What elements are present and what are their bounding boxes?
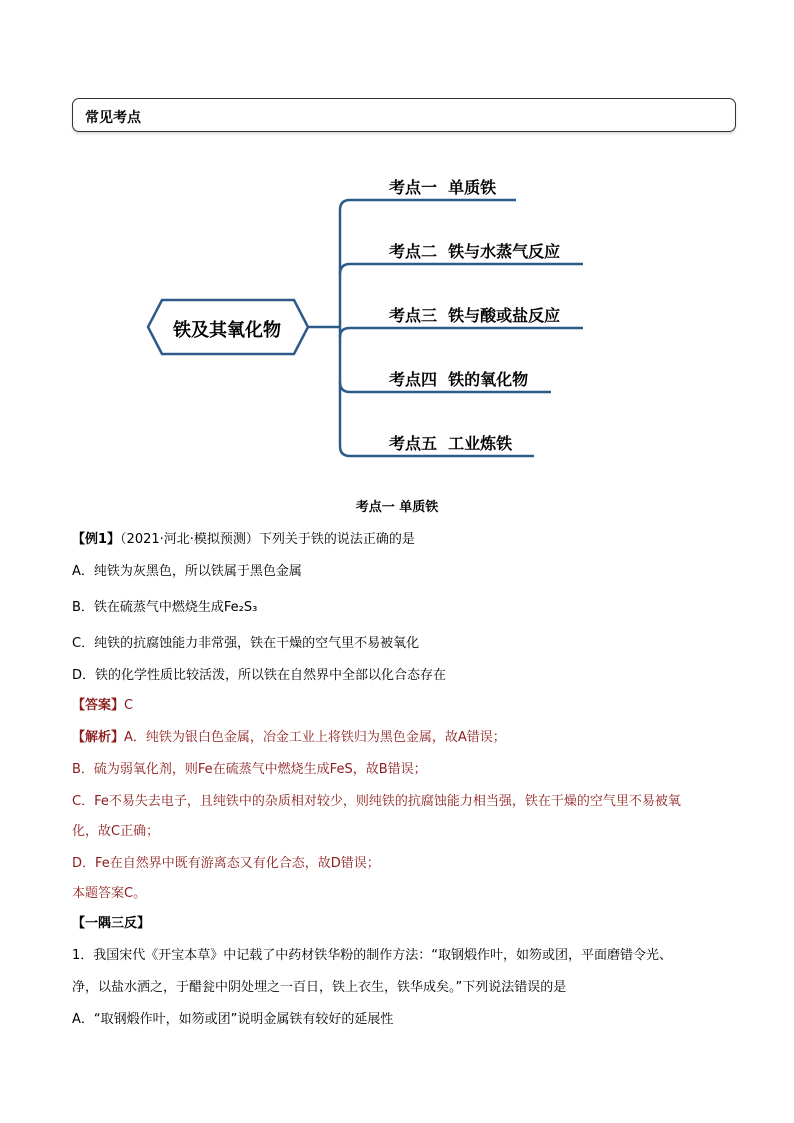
practice-q1-line1: 1．我国宋代《开宝本草》中记载了中药材铁华粉的制作方法：“取钢煅作叶，如笏或团，平面磨错令光、 xyxy=(72,948,673,963)
analysis-line-c2: 化，故C正确； xyxy=(72,824,160,839)
mindmap-branch-2: 考点二 铁与水蒸气反应 xyxy=(389,242,561,261)
mindmap-branch-5: 考点五 工业炼铁 xyxy=(389,434,513,453)
answer-value: C xyxy=(124,698,134,713)
section-title: 考点一 单质铁 xyxy=(355,500,439,515)
example-heading xyxy=(72,528,415,547)
option-a: A．纯铁为灰黑色，所以铁属于黑色金属 xyxy=(72,564,302,579)
practice-q1-option-a: A．“取钢煅作叶，如笏或团”说明金属铁有较好的延展性 xyxy=(72,1012,394,1027)
option-b: B．铁在硫蒸气中燃烧生成Fe₂S₃ xyxy=(72,600,258,615)
answer-label: 【答案】 xyxy=(72,698,125,713)
example-label: 【例1】 xyxy=(72,532,121,547)
option-d: D．铁的化学性质比较活泼，所以铁在自然界中全部以化合态存在 xyxy=(72,668,447,683)
analysis-line-a xyxy=(72,726,506,745)
example-source: （2021·河北·模拟预测）下列关于铁的说法正确的是 xyxy=(120,532,415,547)
analysis-line-c1: C．Fe不易失去电子，且纯铁中的杂质相对较少，则纯铁的抗腐蚀能力相当强，铁在干燥的空气里不易被氧 xyxy=(72,794,681,809)
header-box-title: 常见考点 xyxy=(85,110,141,126)
mindmap-branch-3: 考点三 铁与酸或盐反应 xyxy=(389,306,561,325)
analysis-line-b: B．硫为弱氧化剂，则Fe在硫蒸气中燃烧生成FeS，故B错误； xyxy=(72,762,427,777)
mindmap-branch-1: 考点一 单质铁 xyxy=(389,178,497,197)
mindmap-center-label: 铁及其氧化物 xyxy=(173,320,281,341)
practice-q1-line2: 净，以盐水洒之，于醋瓮中阴处埋之一百日，铁上衣生，铁华成矣。”下列说法错误的是 xyxy=(72,980,567,995)
mindmap-branch-4: 考点四 铁的氧化物 xyxy=(389,370,529,389)
option-c: C．纯铁的抗腐蚀能力非常强，铁在干燥的空气里不易被氧化 xyxy=(72,636,420,651)
branch-underline-3 xyxy=(340,328,583,337)
analysis-text-a: A．纯铁为银白色金属，冶金工业上将铁归为黑色金属，故A错误； xyxy=(124,730,506,745)
answer-line xyxy=(72,694,133,713)
analysis-line-d: D．Fe在自然界中既有游离态又有化合态，故D错误； xyxy=(72,856,380,871)
practice-label: 【一隅三反】 xyxy=(72,916,151,931)
branch-underline-2 xyxy=(340,264,583,274)
analysis-label: 【解析】 xyxy=(72,730,125,745)
conclusion-line: 本题答案C。 xyxy=(72,886,147,901)
